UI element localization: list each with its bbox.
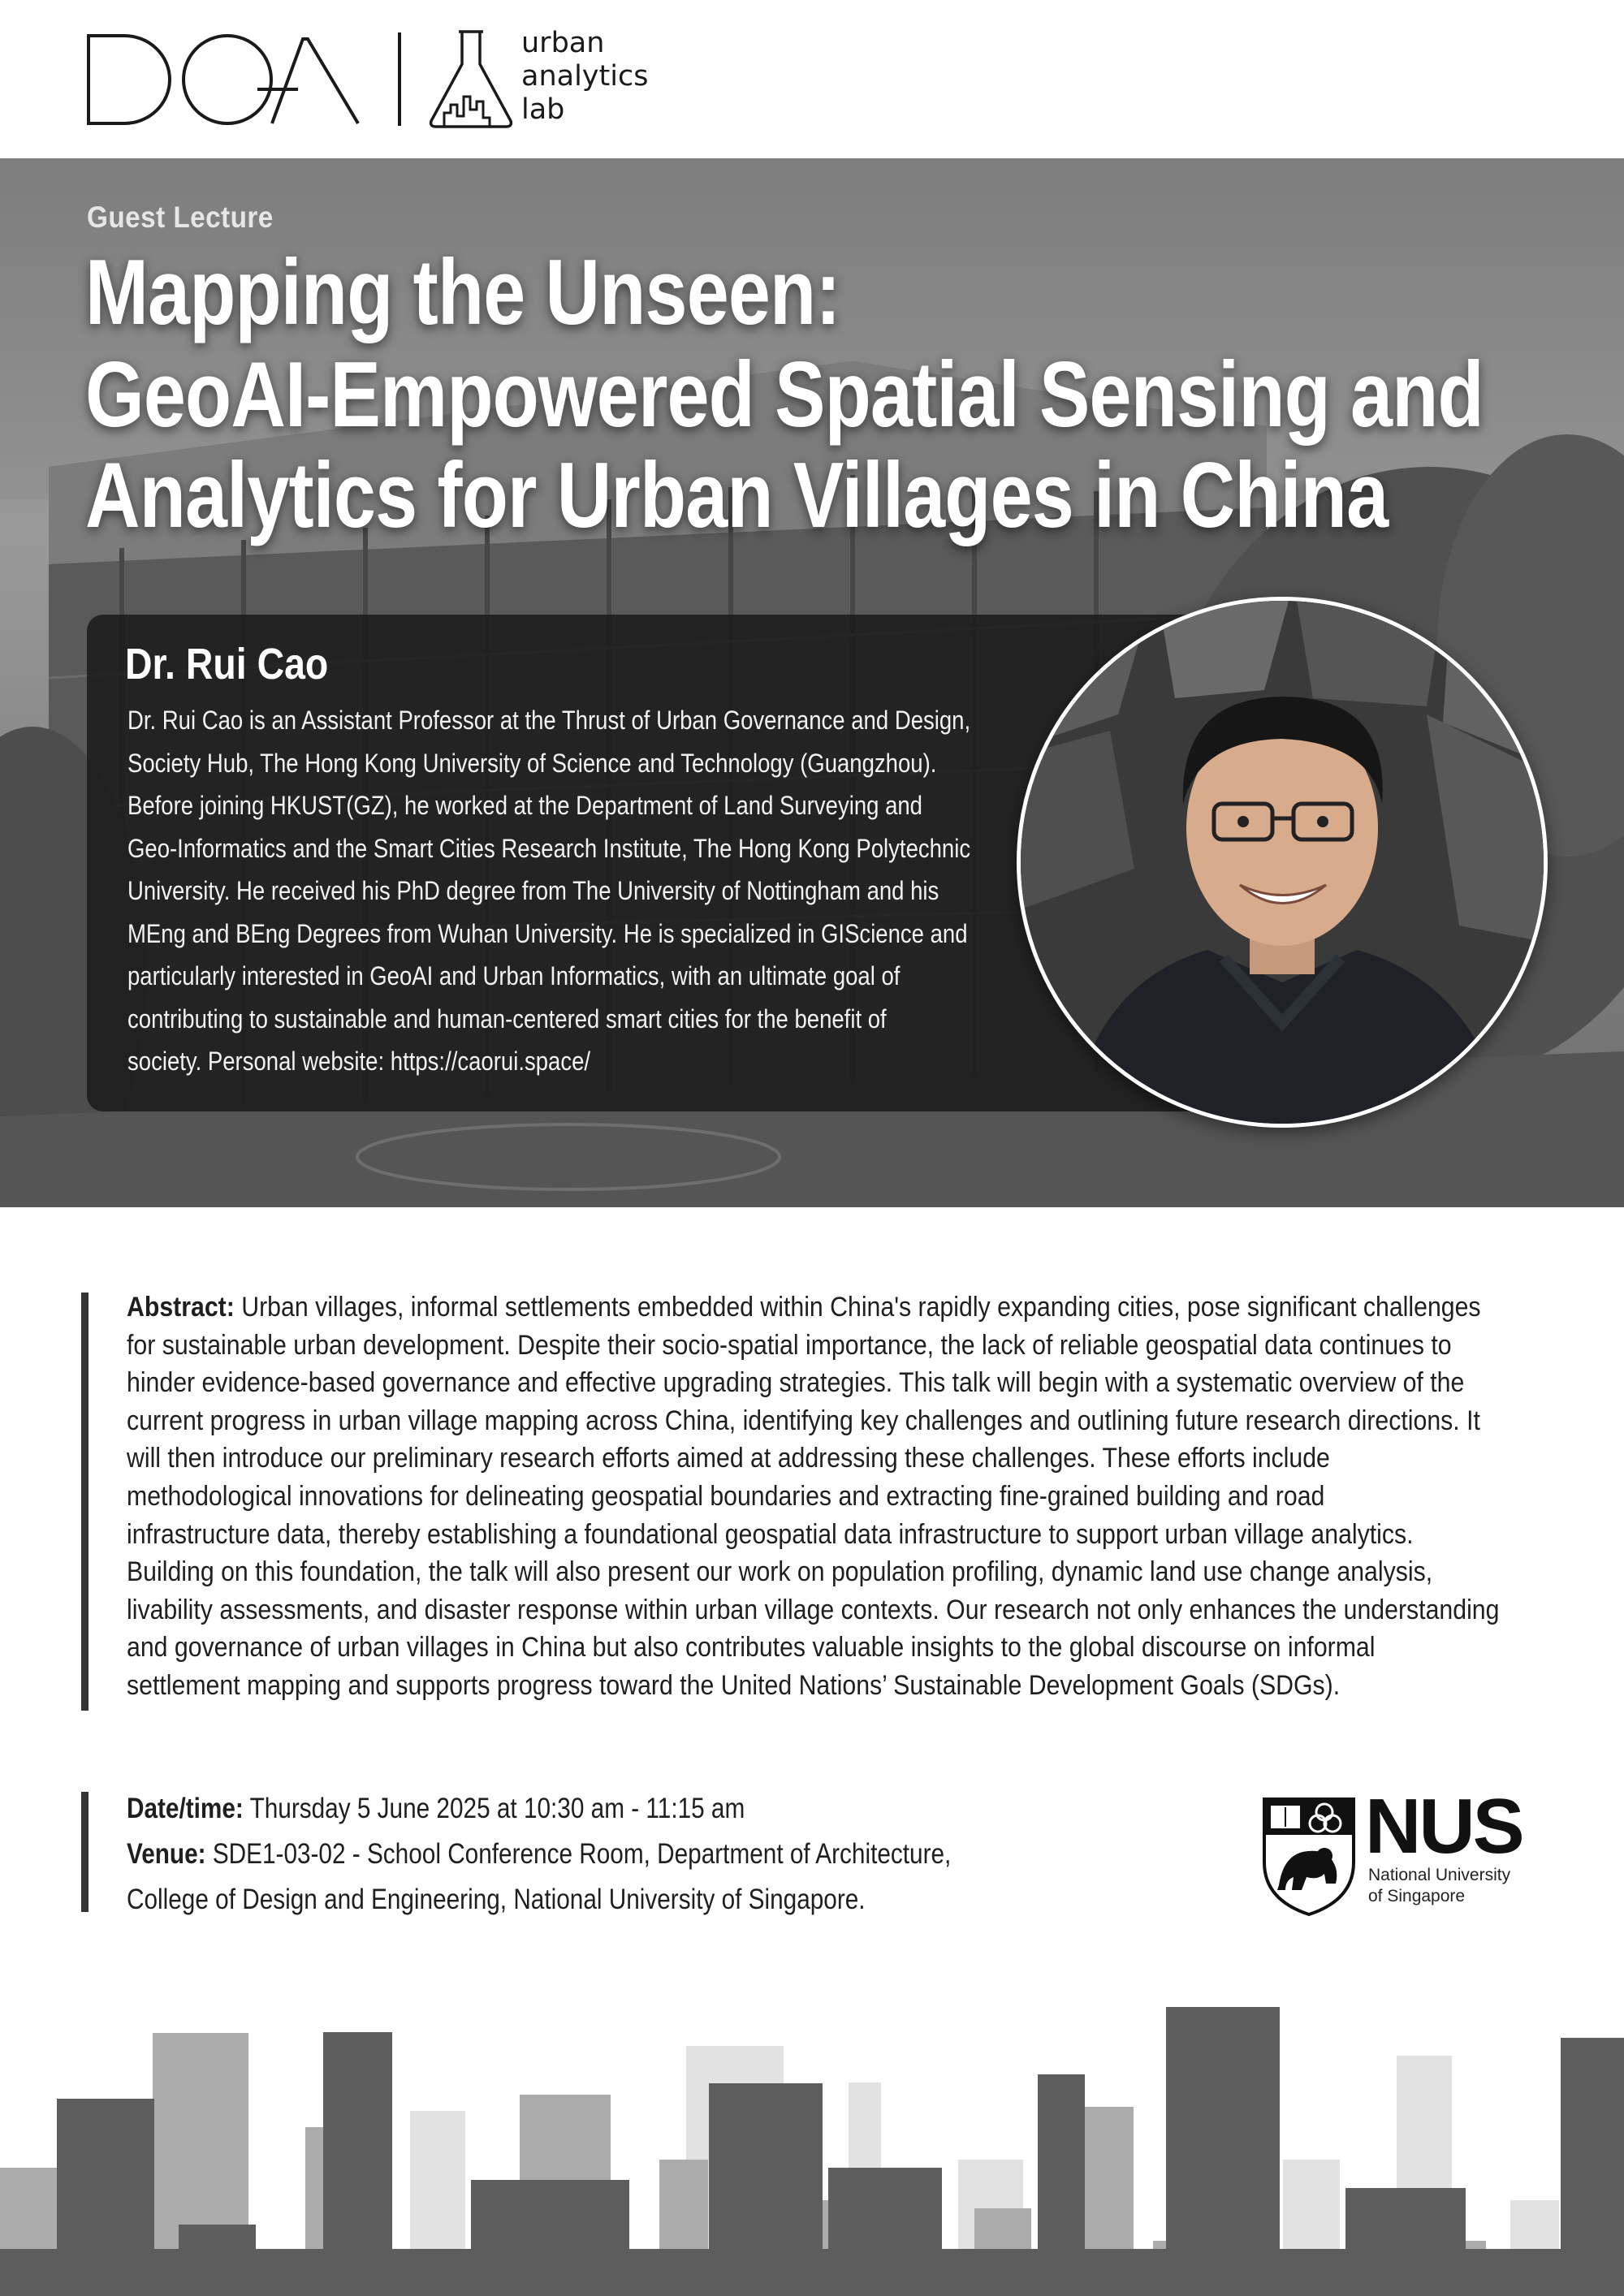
event-venue-line2: College of Design and Engineering, National University of Singapore. [127, 1884, 866, 1915]
lecture-title-line: Mapping the Unseen: [85, 241, 840, 344]
abstract-line: and governance of urban villages in China but also contributes valuable insights to the global discourse on informal [127, 1632, 1376, 1664]
lab-name-line: urban [521, 27, 605, 59]
doa-logo [85, 31, 361, 128]
lab-name-line: lab [521, 93, 565, 126]
bio-line: Geo-Informatics and the Smart Cities Research Institute, The Hong Kong Polytechnic [127, 833, 971, 863]
abstract-line [127, 1288, 1536, 1327]
hero-banner [0, 158, 1624, 1207]
speaker-bio [127, 699, 971, 1083]
nus-subtitle-line: of Singapore [1368, 1887, 1466, 1905]
bio-line: contributing to sustainable and human-centered smart cities for the benefit of [127, 1003, 887, 1034]
city-skyline-decoration [0, 1997, 1624, 2296]
speaker-portrait [1017, 597, 1548, 1128]
bio-line: Before joining HKUST(GZ), he worked at the Department of Land Surveying and [127, 791, 922, 820]
abstract-line: methodological innovations for delineating geospatial boundaries and extracting fine-grained building and road [127, 1480, 1325, 1512]
bio-line: Society Hub, The Hong Kong University of Science and Technology (Guangzhou). [127, 748, 937, 778]
datetime-value: Thursday 5 June 2025 at 10:30 am - 11:15 am [243, 1793, 745, 1824]
header [0, 0, 1624, 158]
bio-line: MEng and BEng Degrees from Wuhan University. He is specialized in GIScience and [127, 918, 968, 948]
nus-subtitle [1368, 1865, 1510, 1907]
speaker-photo [1021, 601, 1544, 1124]
bio-line: particularly interested in GeoAI and Urban Informatics, with an ultimate goal of [127, 961, 901, 990]
abstract-line: hinder evidence-based governance and effective upgrading strategies. This talk will begin with a systematic overview of the [127, 1367, 1465, 1399]
datetime-label: Date/time: [127, 1793, 244, 1824]
event-type-label: Guest Lecture [87, 201, 274, 234]
bio-line: University. He received his PhD degree from The University of Nottingham and his [127, 876, 939, 905]
lecture-title-line: GeoAI-Empowered Spatial Sensing and [85, 343, 1484, 447]
venue-label: Venue: [127, 1838, 206, 1870]
abstract-line: will then introduce our preliminary research efforts aimed at addressing these challenges. These efforts include [127, 1443, 1330, 1474]
bio-line: society. Personal website: https://caorui.space/ [127, 1047, 591, 1076]
abstract-line: settlement mapping and supports progress toward the United Nations’ Sustainable Development Goals (SDGs). [127, 1669, 1341, 1701]
logo-divider [398, 32, 401, 126]
lecture-title-line: Analytics for Urban Villages in China [85, 444, 1389, 547]
nus-wordmark: NUS [1365, 1783, 1522, 1870]
abstract-line: for sustainable urban development. Despite their socio-spatial importance, the lack of reliable geospatial data continues to [127, 1329, 1452, 1361]
abstract-line: Building on this foundation, the talk will also present our work on population profiling, dynamic land use change analysis, [127, 1556, 1433, 1588]
abstract-line: current progress in urban village mapping across China, identifying key challenges and outlining future research directions. It [127, 1405, 1480, 1436]
event-accent-bar [81, 1792, 89, 1912]
lab-name [521, 27, 648, 127]
abstract [127, 1288, 1536, 1705]
abstract-line: livability assessments, and disaster response within urban village contexts. Our research not only enhances the understanding [127, 1594, 1500, 1625]
abstract-label: Abstract: [127, 1292, 235, 1323]
speaker-name: Dr. Rui Cao [125, 640, 329, 688]
nus-crest-icon [1261, 1796, 1357, 1916]
abstract-text: Urban villages, informal settlements embedded within China's rapidly expanding cities, pose significant challenges [234, 1292, 1481, 1323]
nus-logo [1261, 1783, 1529, 1918]
event-datetime [127, 1786, 955, 1832]
event-details [127, 1786, 955, 1923]
flask-icon [426, 28, 516, 130]
nus-subtitle-line: National University [1368, 1866, 1511, 1884]
lab-name-line: analytics [521, 60, 649, 93]
event-venue [127, 1832, 955, 1877]
venue-value: SDE1-03-02 - School Conference Room, Department of Architecture, [205, 1838, 952, 1870]
bio-line: Dr. Rui Cao is an Assistant Professor at the Thrust of Urban Governance and Design, [127, 706, 971, 735]
abstract-line: infrastructure data, thereby establishing a foundational geospatial data infrastructure to support urban village analytics. [127, 1518, 1414, 1550]
abstract-accent-bar [81, 1293, 89, 1711]
